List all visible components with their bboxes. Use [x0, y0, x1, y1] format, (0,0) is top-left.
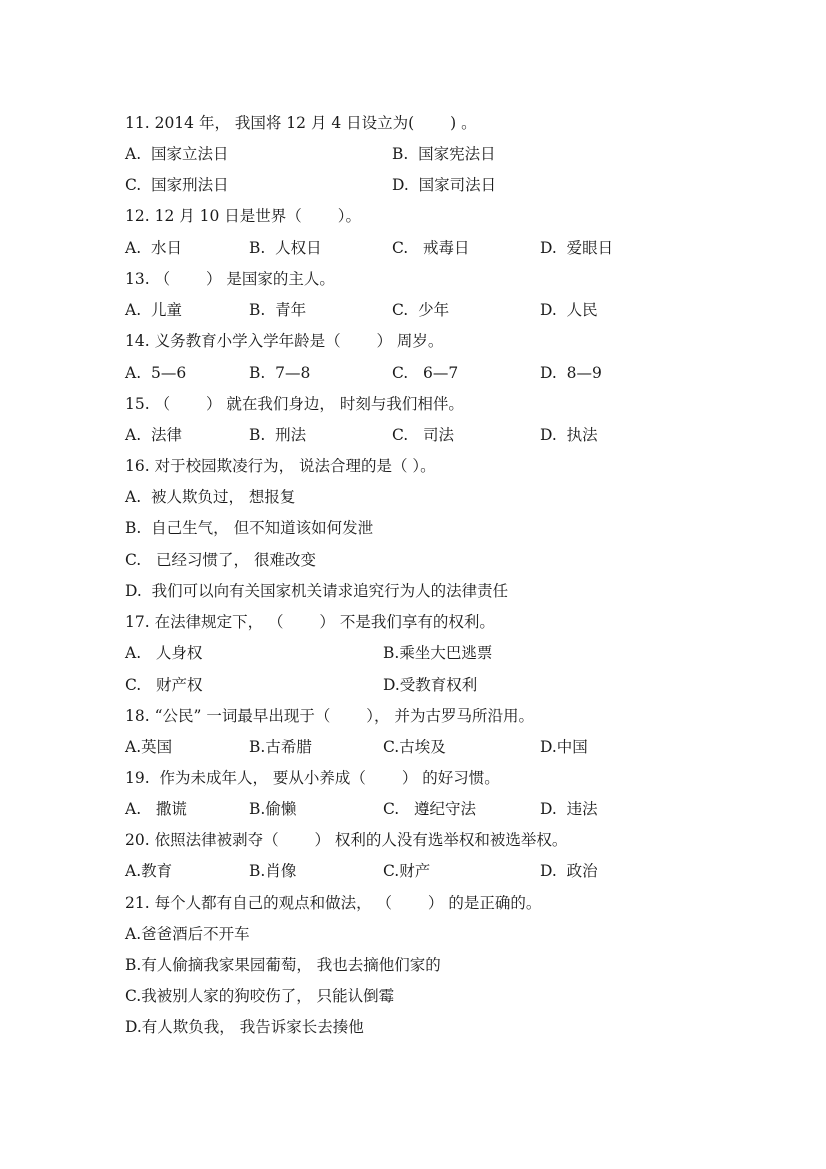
question-13-option-b: B. 青年	[249, 301, 307, 319]
question-16-option-b: B. 自己生气， 但不知道该如何发泄	[125, 519, 374, 537]
question-11-option-c: C. 国家刑法日	[125, 176, 229, 194]
question-19-option-a: A. 撒谎	[125, 800, 187, 818]
question-15-option-c: C. 司法	[392, 426, 455, 444]
question-12-option-c: C. 戒毒日	[392, 239, 470, 257]
question-15-option-b: B. 刑法	[249, 426, 307, 444]
question-12-option-a: A. 水日	[125, 239, 182, 257]
question-13-stem: 13. （ ） 是国家的主人。	[125, 270, 335, 288]
question-13-option-a: A. 儿童	[125, 301, 182, 319]
question-20-option-b: B.肖像	[249, 862, 297, 880]
question-17-option-c: C. 财产权	[125, 676, 203, 694]
question-14-option-a: A. 5—6	[125, 364, 187, 382]
question-11-option-a: A. 国家立法日	[125, 145, 229, 163]
question-17-stem: 17. 在法律规定下， （ ） 不是我们享有的权利。	[125, 613, 495, 631]
question-19-option-d: D. 违法	[540, 800, 598, 818]
question-11-stem: 11. 2014 年， 我国将 12 月 4 日设立为( ) 。	[125, 114, 477, 132]
question-20-option-d: D. 政治	[540, 862, 598, 880]
question-19-stem: 19. 作为未成年人， 要从小养成（ ） 的好习惯。	[125, 769, 500, 787]
question-16-option-a: A. 被人欺负过， 想报复	[125, 488, 296, 506]
question-14-option-b: B. 7—8	[249, 364, 311, 382]
question-15-option-a: A. 法律	[125, 426, 182, 444]
question-18-option-b: B.古希腊	[249, 738, 312, 756]
question-19-option-b: B.偷懒	[249, 800, 297, 818]
question-21-option-a: A.爸爸酒后不开车	[125, 925, 250, 943]
question-14-option-d: D. 8—9	[540, 364, 602, 382]
question-19-option-c: C. 遵纪守法	[383, 800, 477, 818]
question-14-stem: 14. 义务教育小学入学年龄是（ ） 周岁。	[125, 332, 444, 350]
question-17-option-d: D.受教育权利	[383, 676, 478, 694]
question-13-option-d: D. 人民	[540, 301, 598, 319]
question-21-option-b: B.有人偷摘我家果园葡萄， 我也去摘他们家的	[125, 956, 441, 974]
question-12-option-d: D. 爱眼日	[540, 239, 614, 257]
question-21-option-d: D.有人欺负我， 我告诉家长去揍他	[125, 1018, 364, 1036]
question-18-stem: 18. “公民” 一词最早出现于（ ）， 并为古罗马所沿用。	[125, 707, 534, 725]
question-20-option-a: A.教育	[125, 862, 173, 880]
question-15-option-d: D. 执法	[540, 426, 598, 444]
question-15-stem: 15. （ ） 就在我们身边， 时刻与我们相伴。	[125, 395, 464, 413]
question-13-option-c: C. 少年	[392, 301, 450, 319]
question-20-stem: 20. 依照法律被剥夺（ ） 权利的人没有选举权和被选举权。	[125, 831, 568, 849]
question-18-option-a: A.英国	[125, 738, 173, 756]
question-17-option-b: B.乘坐大巴逃票	[383, 644, 493, 662]
question-18-option-d: D.中国	[540, 738, 588, 756]
question-16-option-d: D. 我们可以向有关国家机关请求追究行为人的法律责任	[125, 582, 509, 600]
question-20-option-c: C.财产	[383, 862, 431, 880]
question-12-stem: 12. 12 月 10 日是世界（ ）。	[125, 207, 361, 225]
question-18-option-c: C.古埃及	[383, 738, 446, 756]
question-21-option-c: C.我被别人家的狗咬伤了， 只能认倒霉	[125, 987, 395, 1005]
question-11-option-b: B. 国家宪法日	[392, 145, 496, 163]
question-16-stem: 16. 对于校园欺凌行为， 说法合理的是（ ）。	[125, 457, 436, 475]
question-12-option-b: B. 人权日	[249, 239, 322, 257]
question-14-option-c: C. 6—7	[392, 364, 459, 382]
question-11-option-d: D. 国家司法日	[392, 176, 497, 194]
question-21-stem: 21. 每个人都有自己的观点和做法， （ ） 的是正确的。	[125, 894, 542, 912]
question-16-option-c: C. 已经习惯了， 很难改变	[125, 551, 316, 569]
question-17-option-a: A. 人身权	[125, 644, 203, 662]
